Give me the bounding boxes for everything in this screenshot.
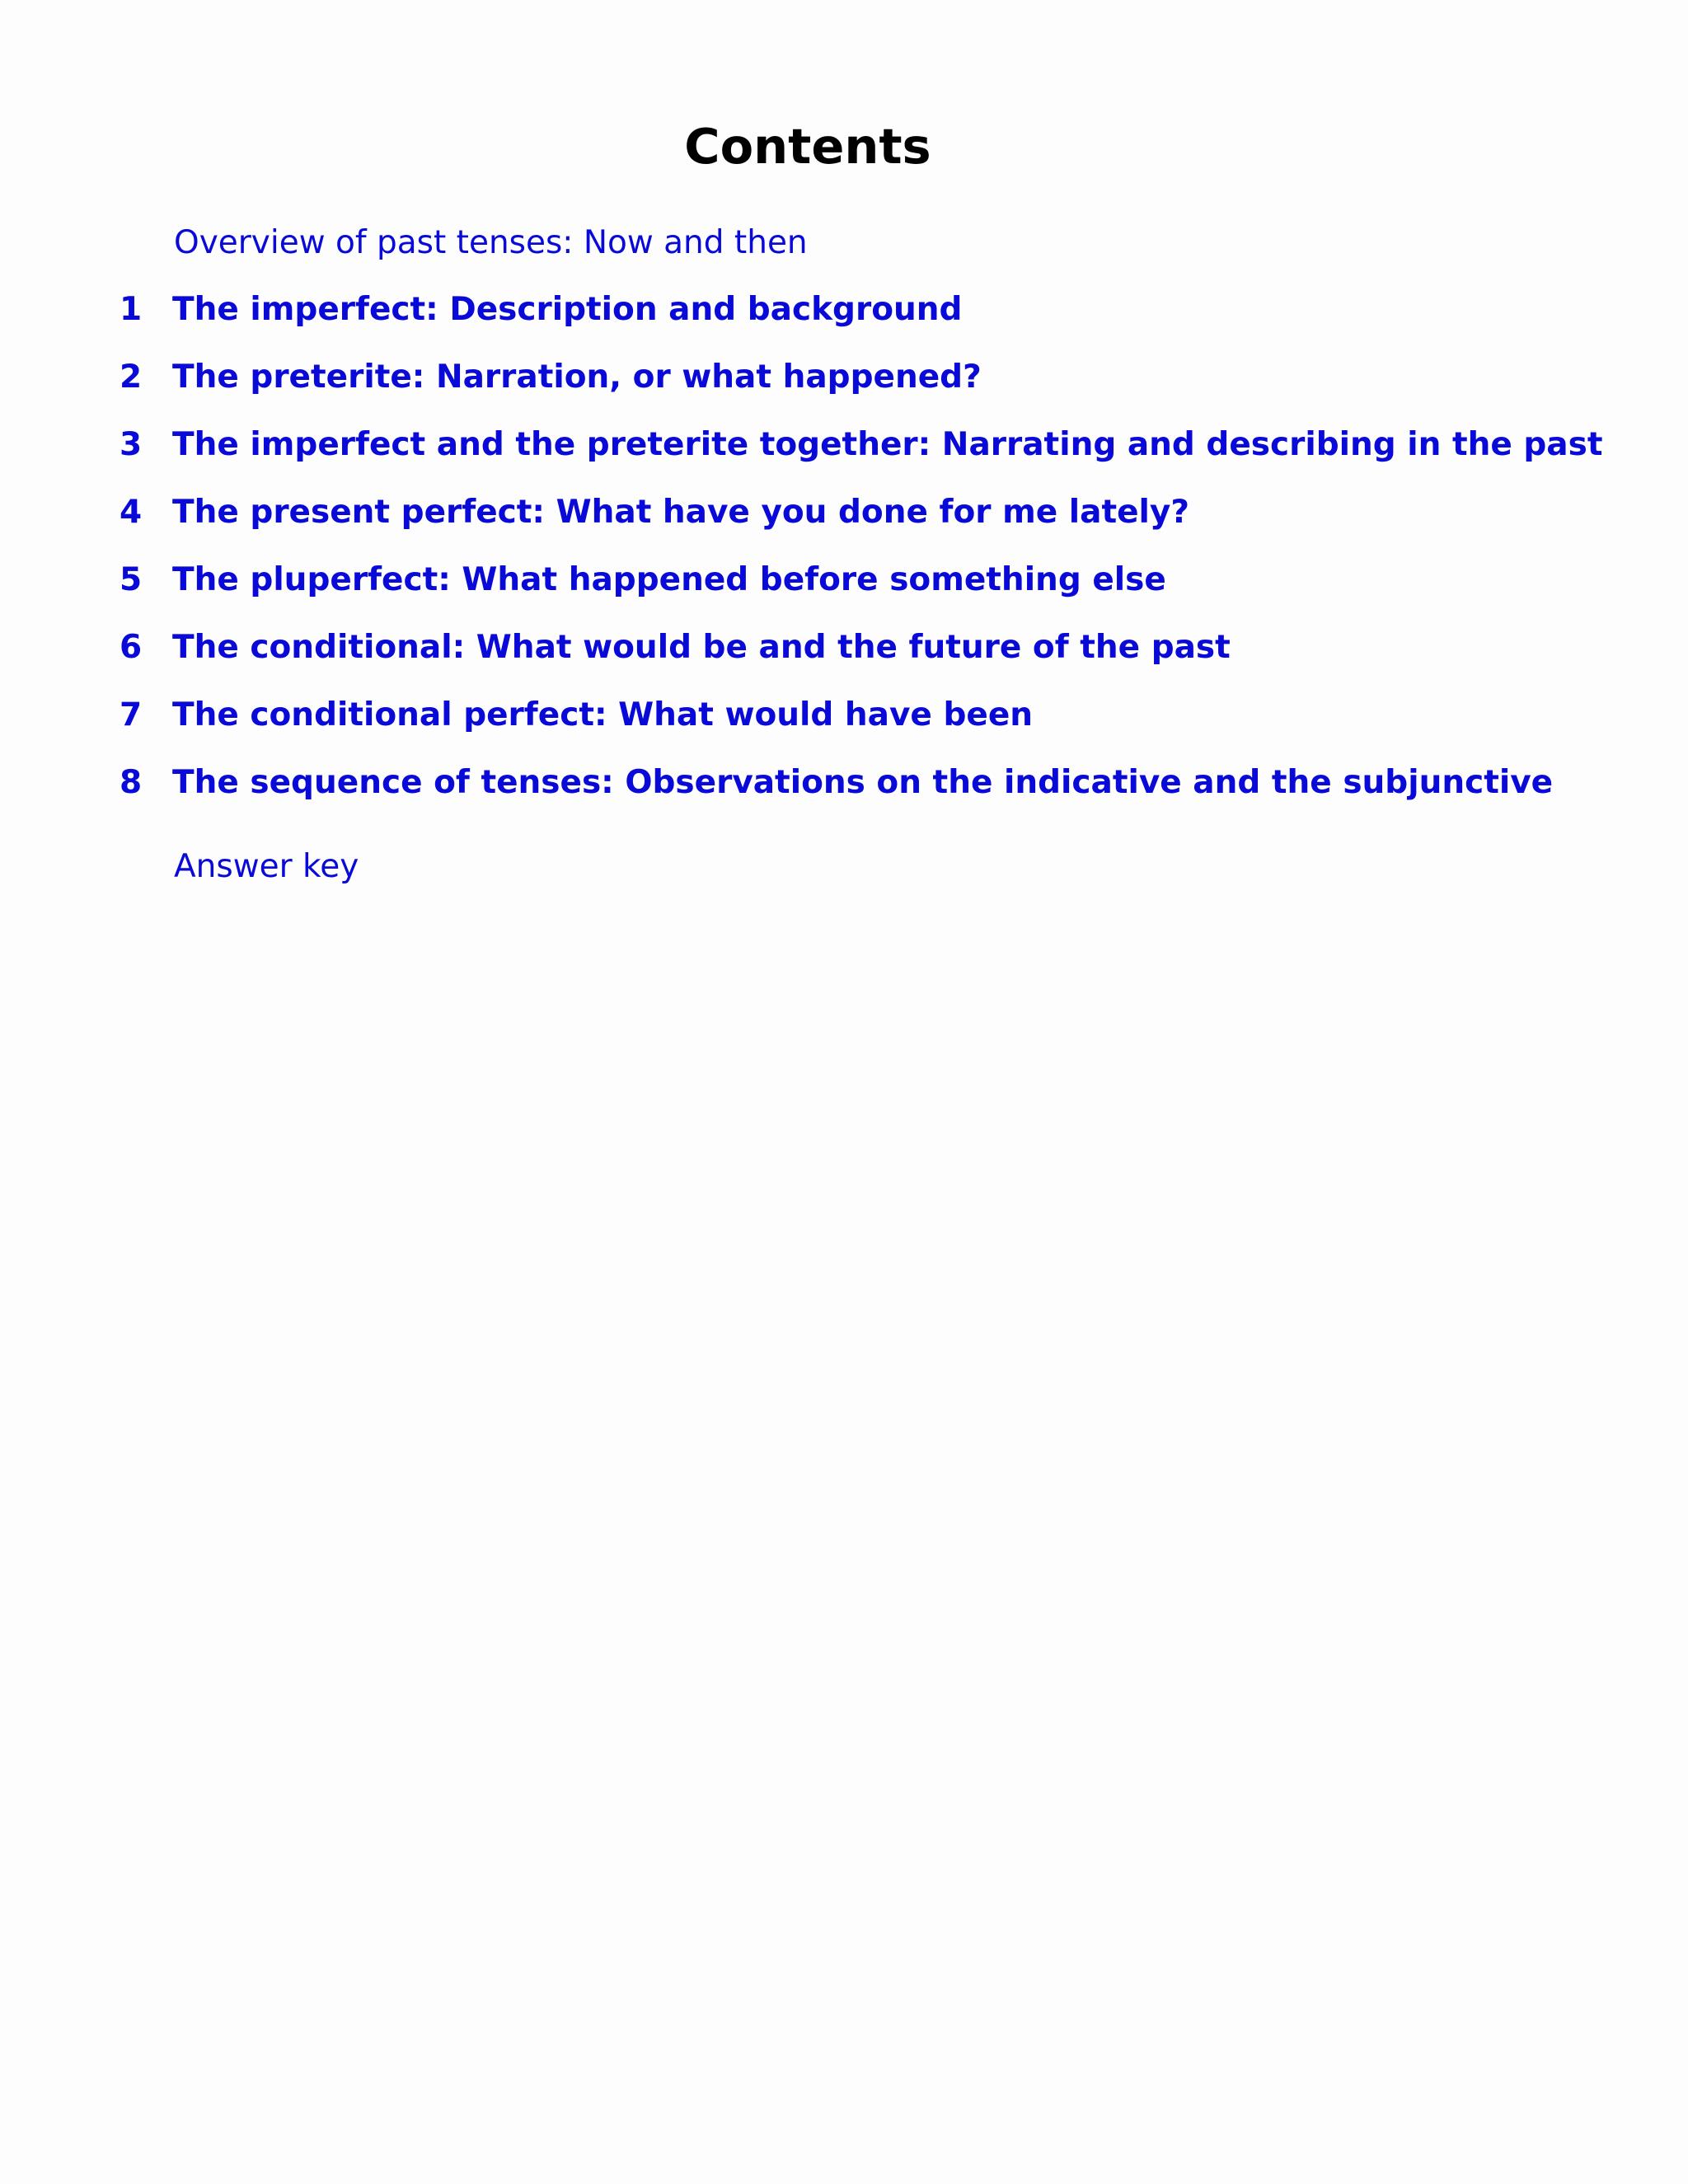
chapter-title: The conditional: What would be and the future of the past — [172, 629, 1231, 666]
chapter-title: The imperfect: Description and background — [172, 291, 963, 328]
toc-entry-chapter-2[interactable] — [0, 353, 1688, 402]
toc-entry-chapter-6[interactable] — [0, 623, 1688, 673]
toc-entry-chapter-3[interactable] — [0, 420, 1688, 470]
chapter-number: 4 — [120, 494, 143, 531]
toc-entry-answer-key[interactable] — [0, 842, 1688, 892]
toc-entry-chapter-5[interactable] — [0, 555, 1688, 605]
toc-entry-chapter-1[interactable] — [0, 285, 1688, 335]
chapter-title: The conditional perfect: What would have been — [172, 696, 1034, 733]
toc-entry-label: Answer key — [174, 848, 359, 885]
toc-entry-label: Overview of past tenses: Now and then — [174, 224, 808, 261]
chapter-number: 8 — [120, 764, 143, 801]
toc-entry-chapter-8[interactable] — [0, 758, 1688, 808]
chapter-title: The present perfect: What have you done for me lately? — [172, 494, 1189, 531]
chapter-title: The pluperfect: What happened before something else — [172, 561, 1166, 598]
toc-entry-chapter-4[interactable] — [0, 488, 1688, 537]
page-title: Contents — [684, 118, 931, 175]
toc-entry-overview[interactable] — [0, 218, 1688, 268]
chapter-number: 7 — [120, 696, 143, 733]
chapter-number: 5 — [120, 561, 143, 598]
chapter-number: 1 — [120, 291, 143, 328]
chapter-number: 6 — [120, 629, 143, 666]
chapter-title: The preterite: Narration, or what happened? — [172, 359, 982, 396]
toc-entry-chapter-7[interactable] — [0, 691, 1688, 740]
chapter-title: The sequence of tenses: Observations on the indicative and the subjunctive — [172, 764, 1554, 801]
chapter-number: 3 — [120, 426, 143, 463]
chapter-title: The imperfect and the preterite together: Narrating and describing in the past — [172, 426, 1603, 463]
chapter-number: 2 — [120, 359, 143, 396]
